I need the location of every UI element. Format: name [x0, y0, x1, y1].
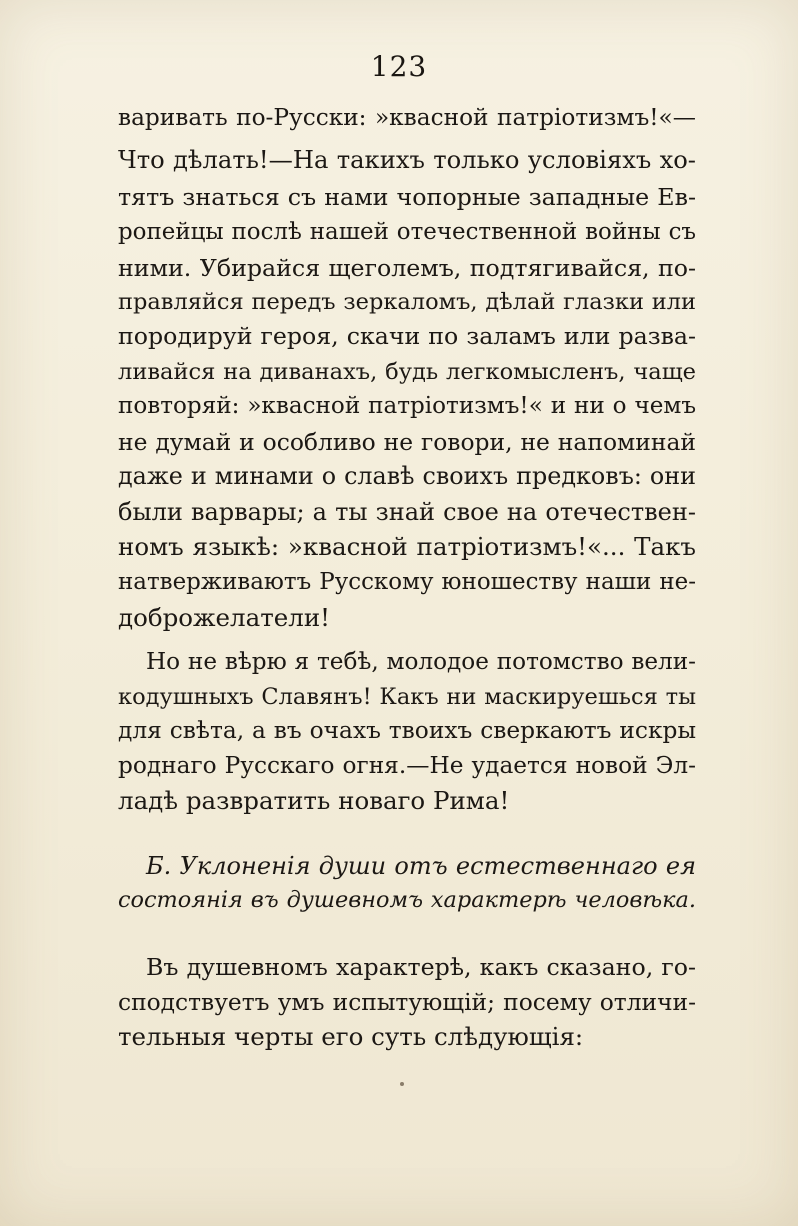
page-number: 123	[370, 50, 428, 83]
text-line: сподствуетъ умъ испытующій; посему отличи-	[118, 988, 696, 1016]
text-line: были варвары; а ты знай свое на отечествен-	[118, 498, 696, 526]
text-line: ладѣ развратить новаго Рима!	[118, 786, 510, 815]
text-line: доброжелатели!	[118, 603, 331, 632]
text-line: кодушныхъ Славянъ! Какъ ни маскируешься ты	[118, 684, 696, 710]
text-line: даже и минами о славѣ своихъ предковъ: они	[118, 462, 696, 490]
text-line: ропейцы послѣ нашей отечественной войны съ	[118, 219, 696, 245]
text-line: Въ душевномъ характерѣ, какъ сказано, го-	[146, 953, 696, 981]
text-line: для свѣта, а въ очахъ твоихъ сверкаютъ искры	[118, 717, 696, 744]
text-line: ливайся на диванахъ, будь легкомысленъ, чаще	[118, 359, 696, 385]
text-line: номъ языкѣ: »квасной патріотизмъ!«... Такъ	[118, 532, 696, 561]
text-line: повторяй: »квасной патріотизмъ!« и ни о чемъ	[118, 393, 696, 419]
text-line: роднаго Русскаго огня.—Не удается новой Эл-	[118, 752, 696, 779]
text-line: породируй героя, скачи по заламъ или разва-	[118, 322, 696, 350]
text-line: не думай и особливо не говори, не напоминай	[118, 428, 696, 456]
text-line: правляйся передъ зеркаломъ, дѣлай глазки или	[118, 289, 696, 315]
section-heading: состоянія въ душевномъ характерѣ человѣка.	[118, 887, 696, 913]
section-heading: Б. Уклоненія души отъ естественнаго ея	[146, 852, 696, 880]
text-line: натверживаютъ Русскому юношеству наши не-	[118, 569, 696, 595]
text-line: варивать по-Русски: »квасной патріотизмъ!«—	[118, 104, 696, 131]
ink-speck	[400, 1082, 404, 1086]
text-line: ними. Убирайся щеголемъ, подтягивайся, по-	[118, 254, 696, 282]
text-line: тятъ знаться съ нами чопорные западные Ев-	[118, 183, 696, 211]
text-line: Что дѣлать!—На такихъ только условіяхъ хо-	[118, 146, 696, 174]
text-line: тельныя черты его суть слѣдующія:	[118, 1022, 584, 1051]
text-line: Но не вѣрю я тебѣ, молодое потомство вели-	[146, 649, 696, 675]
